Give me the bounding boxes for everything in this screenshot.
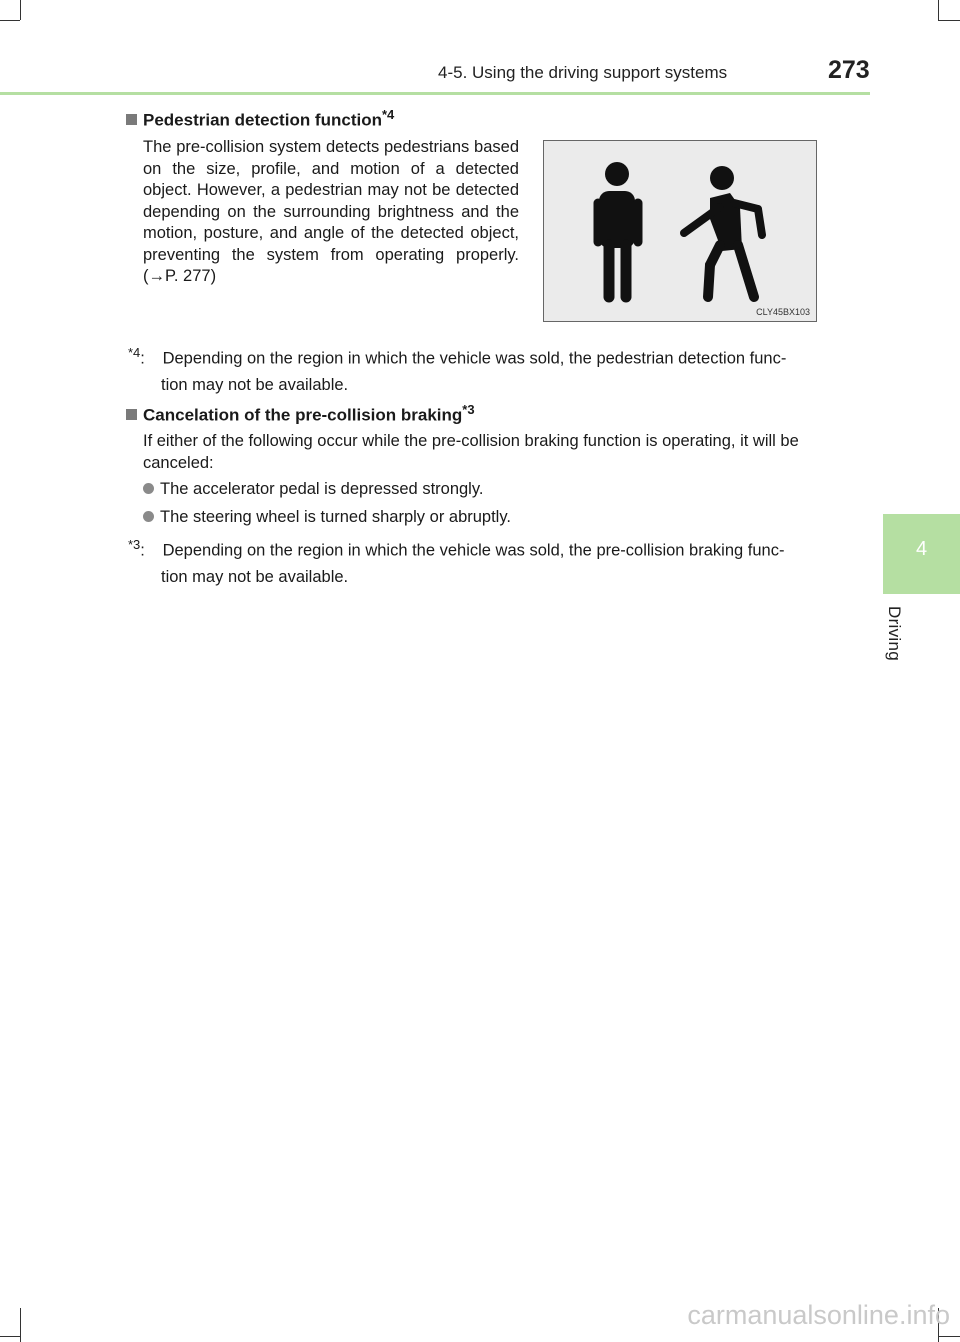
footnote-text-cont: tion may not be available. bbox=[161, 375, 349, 394]
pedestrian-heading-text: Pedestrian detection function bbox=[143, 110, 382, 130]
pedestrian-body bbox=[143, 137, 519, 288]
footnote-text: Depending on the region in which the vehicle was sold, the pedestrian detection func- bbox=[158, 349, 787, 368]
pedestrian-figure bbox=[543, 140, 817, 322]
cancelation-body: If either of the following occur while the pre-collision braking function is operating, it will be canceled: bbox=[143, 432, 799, 472]
footnote-4 bbox=[128, 340, 836, 398]
cancelation-heading-text: Cancelation of the pre-collision braking bbox=[143, 405, 463, 425]
crop-mark bbox=[20, 1308, 21, 1342]
pedestrian-heading bbox=[126, 107, 394, 131]
page-reference-link[interactable]: P. 277) bbox=[165, 267, 217, 285]
chapter-number: 4 bbox=[915, 538, 928, 560]
footnote-text: Depending on the region in which the vehicle was sold, the pre-collision braking func- bbox=[158, 541, 785, 560]
bullet-dot-icon bbox=[143, 511, 154, 522]
bullet-dot-icon bbox=[143, 483, 154, 494]
crop-mark bbox=[20, 0, 21, 20]
chapter-label: Driving bbox=[885, 606, 904, 662]
footnote-mark: $^{*4}$: bbox=[128, 345, 145, 368]
list-item: The accelerator pedal is depressed strongly. bbox=[143, 480, 483, 499]
cancelation-heading-ref: *3 bbox=[462, 402, 475, 417]
crop-mark bbox=[938, 1336, 960, 1337]
crop-mark bbox=[938, 0, 939, 20]
footnote-3 bbox=[128, 532, 836, 590]
square-bullet-icon bbox=[126, 409, 137, 420]
walking-pedestrian-icon bbox=[684, 166, 762, 297]
watermark: carmanualsonline.info bbox=[687, 1300, 950, 1330]
header-section-title: 4-5. Using the driving support systems bbox=[438, 63, 728, 82]
crop-mark bbox=[938, 20, 960, 21]
list-item: The steering wheel is turned sharply or abruptly. bbox=[143, 508, 511, 527]
square-bullet-icon bbox=[126, 114, 137, 125]
page-number: 273 bbox=[828, 56, 870, 84]
cancelation-heading bbox=[126, 402, 475, 426]
footnote-text-cont: tion may not be available. bbox=[161, 567, 349, 586]
crop-mark bbox=[0, 1336, 20, 1337]
pedestrian-body-text: The pre-collision system detects pedestrians based on the size, profile, and motion of a detected object. However, a pedestrian may not be detected depending on the surrounding brightness and the motion, posture, and angle of the detected object, preventing the system from operating properly. ( bbox=[143, 138, 519, 285]
pedestrian-illustration bbox=[544, 141, 818, 323]
arrow-icon: → bbox=[148, 267, 165, 285]
crop-mark bbox=[0, 20, 20, 21]
standing-pedestrian-icon bbox=[598, 162, 638, 297]
footnote-mark: $^{*3}$: bbox=[128, 537, 145, 560]
pedestrian-heading-ref: *4 bbox=[381, 107, 395, 122]
figure-code: CLY45BX103 bbox=[756, 307, 810, 317]
chapter-tab bbox=[883, 514, 960, 594]
header-rule bbox=[0, 92, 870, 95]
